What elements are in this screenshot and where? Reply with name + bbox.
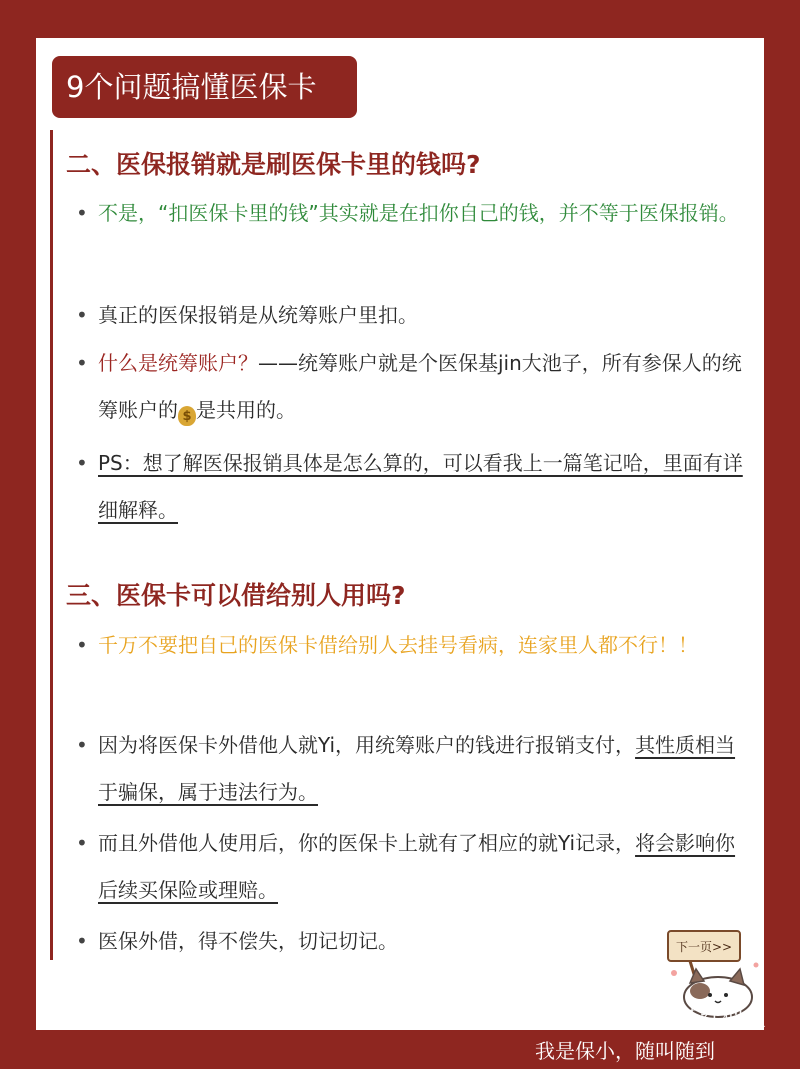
item-underlined: 将会影响你后续买保险或理赔。 xyxy=(98,831,736,902)
item-rest-end: 是共用的。 xyxy=(196,398,296,422)
list-item xyxy=(76,722,746,816)
section-2-title: 二、医保报销就是刷医保卡里的钱吗? xyxy=(66,150,481,179)
item-text: 不是，“扣医保卡里的钱”其实就是在扣你自己的钱，并不等于医保报销。 xyxy=(98,201,739,225)
bullet: • xyxy=(76,451,88,475)
sign-label: 下一页>> xyxy=(675,940,733,954)
section-3-title: 三、医保卡可以借给别人用吗? xyxy=(66,581,406,610)
item-text: 真正的医保报销是从统筹账户里扣。 xyxy=(98,303,418,327)
list-item xyxy=(76,292,746,339)
watermark-slogan: 我是保小，随叫随到 xyxy=(535,1039,715,1063)
accent-rule xyxy=(50,130,53,960)
bullet: • xyxy=(76,831,88,855)
item-plain: 因为将医保卡外借他人就Yi，用统筹账户的钱进行报销支付， xyxy=(98,733,636,757)
bullet: • xyxy=(76,201,88,225)
list-item xyxy=(76,440,746,534)
item-text: 医保外借，得不偿失，切记切记。 xyxy=(98,929,398,953)
list-item xyxy=(76,340,746,434)
item-plain: 而且外借他人使用后，你的医保卡上就有了相应的就Yi记录， xyxy=(98,831,636,855)
bullet: • xyxy=(76,351,88,375)
item-rest: ——统筹账户就是个医保基jin大池子，所有参保人的统筹账户的 xyxy=(98,351,742,422)
page-title: 9个问题搞懂医保卡 xyxy=(52,56,357,118)
item-text xyxy=(98,722,746,816)
money-bag-icon: $ xyxy=(178,406,196,426)
bullet: • xyxy=(76,303,88,327)
item-underlined: 其性质相当于骗保，属于违法行为。 xyxy=(98,733,736,804)
list-item xyxy=(76,622,746,669)
item-text xyxy=(98,340,746,434)
list-item xyxy=(76,190,746,237)
item-lead: 什么是统筹账户？ xyxy=(98,351,258,375)
watermark-author: @日出江花红似火 xyxy=(590,1007,767,1032)
item-text xyxy=(98,820,746,914)
list-item xyxy=(76,918,746,965)
bullet: • xyxy=(76,929,88,953)
bullet: • xyxy=(76,633,88,657)
item-text: 千万不要把自己的医保卡借给别人去挂号看病，连家里人都不行！！ xyxy=(98,633,698,657)
list-item xyxy=(76,820,746,914)
bullet: • xyxy=(76,733,88,757)
item-text: PS：想了解医保报销具体是怎么算的，可以看我上一篇笔记哈，里面有详细解释。 xyxy=(98,451,743,522)
